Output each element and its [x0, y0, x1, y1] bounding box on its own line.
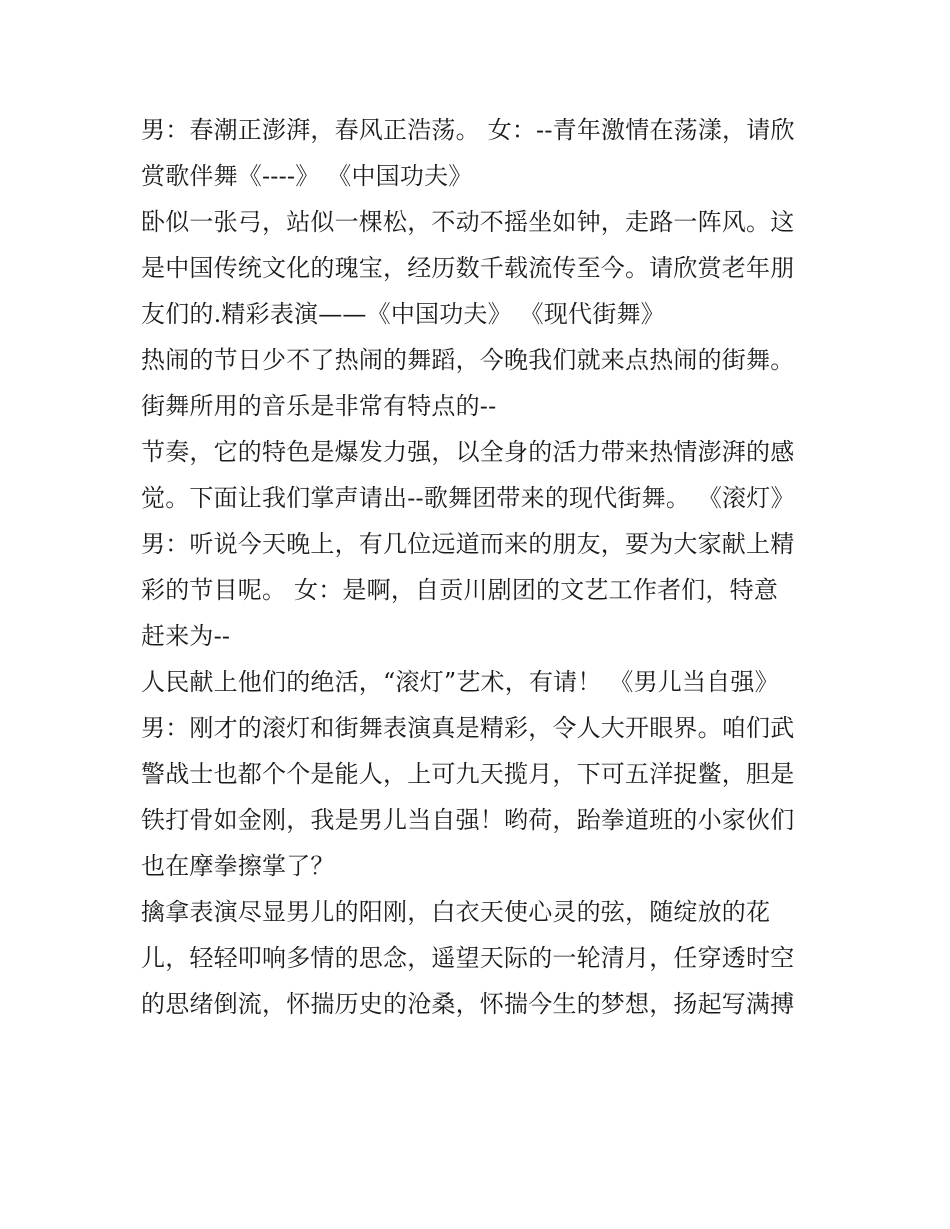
text-line: 铁打骨如金刚，我是男儿当自强！哟荷，跆拳道班的小家伙们 — [141, 806, 795, 834]
text-line: 赶来为-- — [141, 622, 231, 650]
document-body — [141, 107, 821, 1027]
text-line: 男：春潮正澎湃，春风正浩荡。 女：--青年激情在荡漾，请欣 — [141, 116, 795, 144]
text-line: 觉。下面让我们掌声请出--歌舞团带来的现代街舞。 《滚灯》 — [141, 484, 795, 512]
text-line: 热闹的节日少不了热闹的舞蹈，今晚我们就来点热闹的街舞。 — [141, 346, 795, 374]
text-line: 也在摩拳擦掌了？ — [141, 852, 335, 880]
text-line: 赏歌伴舞《----》 《中国功夫》 — [141, 162, 473, 190]
text-line: 擒拿表演尽显男儿的阳刚，白衣天使心灵的弦，随绽放的花 — [141, 898, 771, 926]
text-line: 男：刚才的滚灯和街舞表演真是精彩，令人大开眼界。咱们武 — [141, 714, 795, 742]
text-line: 男：听说今天晚上，有几位远道而来的朋友，要为大家献上精 — [141, 530, 795, 558]
text-line: 儿，轻轻叩响多情的思念，遥望天际的一轮清月，任穿透时空 — [141, 944, 795, 972]
text-line: 卧似一张弓，站似一棵松，不动不摇坐如钟，走路一阵风。这 — [141, 208, 795, 236]
text-line: 街舞所用的音乐是非常有特点的-- — [141, 392, 497, 420]
text-line: 节奏，它的特色是爆发力强，以全身的活力带来热情澎湃的感 — [141, 438, 795, 466]
text-line: 警战士也都个个是能人，上可九天揽月，下可五洋捉鳖，胆是 — [141, 760, 795, 788]
text-line: 是中国传统文化的瑰宝，经历数千载流传至今。请欣赏老年朋 — [141, 254, 795, 282]
text-line: 友们的.精彩表演——《中国功夫》 《现代街舞》 — [141, 300, 665, 328]
text-line: 人民献上他们的绝活，“滚灯”艺术，有请！ 《男儿当自强》 — [141, 668, 779, 696]
text-line: 的思绪倒流，怀揣历史的沧桑，怀揣今生的梦想，扬起写满搏 — [141, 990, 795, 1018]
text-line: 彩的节目呢。 女：是啊，自贡川剧团的文艺工作者们，特意 — [141, 576, 779, 604]
